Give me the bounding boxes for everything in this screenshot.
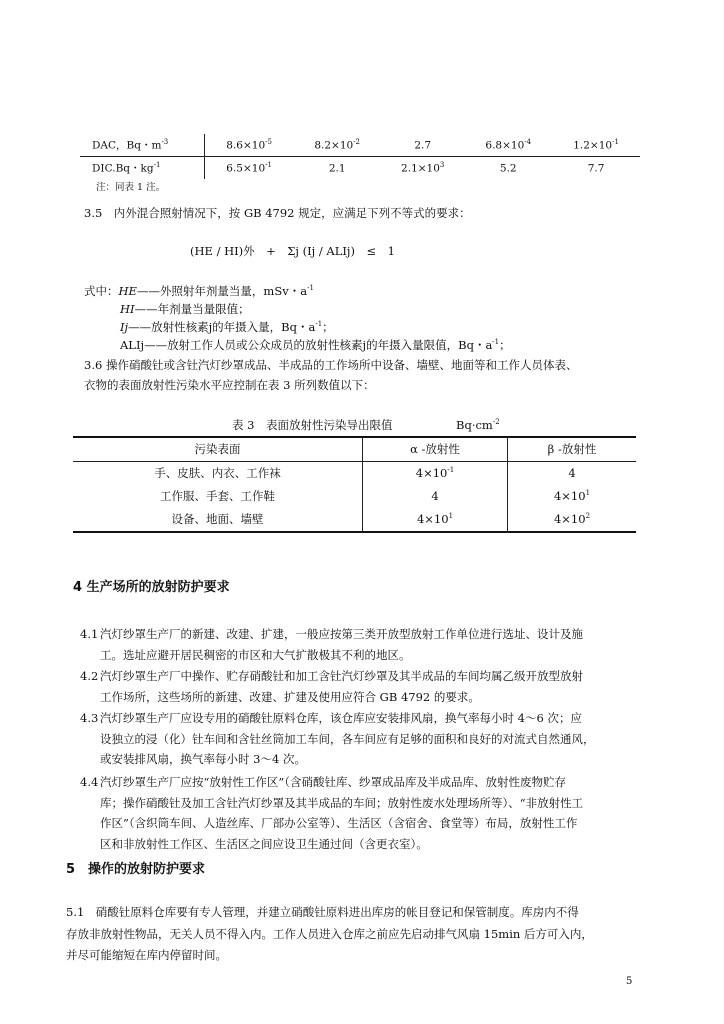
clause-5-1 <box>66 902 646 967</box>
page-number: 5 <box>626 976 633 987</box>
table-3-caption: 表 3 表面放射性污染导出限值 <box>232 418 393 432</box>
table-cell: 手、皮肤、内衣、工作袜 <box>154 466 281 481</box>
clause-line: 存放非放射性物品，无关人员不得入内。工作人员进入仓库之前应先启动排气风扇 15min 后方可入内， <box>66 926 593 941</box>
section-4-heading: 4 生产场所的放射防护要求 <box>73 580 230 595</box>
table-cell: DAC，Bq・$m^{-3}$ <box>80 134 205 157</box>
table-cell: 4 <box>363 485 508 508</box>
table-header-cell: 污染表面 <box>73 437 363 462</box>
clause-line: 设独立的浸（化）钍车间和含钍丝筒加工车间，各车间应有足够的面积和良好的对流式自然通风， <box>100 731 595 746</box>
table-cell: $8.6\times 10^{-5}$ <box>205 134 294 157</box>
table-cell: $4\times 10^{-1}$ <box>363 462 508 486</box>
table-3 <box>73 436 636 533</box>
table-cell: $6.5\times 10^{-1}$ <box>226 160 272 175</box>
clause-number: 4.2 <box>80 669 99 683</box>
clause-line: 汽灯纱罩生产厂的新建、改建、扩建，一般应按第三类开放型放射工作单位进行选址、设计及施 <box>100 627 583 641</box>
table-cell: $1.2\times 10^{-1}$ <box>552 134 640 157</box>
clause-3-5: 3.5 内外混合照射情况下，按 GB 4792 规定，应满足下列不等式的要求： <box>84 206 471 220</box>
table-cell: $4\times 10^1$ <box>363 508 508 532</box>
table-1 <box>80 134 640 179</box>
table-cell: $4\times 10^2$ <box>553 512 591 527</box>
definition-1: 式中：HE——外照射年剂量当量，mSv・$a^{-1}$ <box>84 284 314 298</box>
clause-line: 区和非放射性工作区、生活区之间应设卫生通过间（含更衣室）。 <box>100 836 428 851</box>
table-row <box>80 157 640 180</box>
table-header-row <box>73 437 636 462</box>
table-cell: 2.1 <box>328 162 346 175</box>
definition-2: HI——年剂量当量限值； <box>120 302 250 316</box>
clause-number: 4.3 <box>80 711 99 725</box>
table-row <box>73 485 636 508</box>
table-cell: 4 <box>568 466 576 481</box>
clause-line: 汽灯纱罩生产厂应设专用的硝酸钍原料仓库，该仓库应安装排风扇，换气率每小时 4～6 次；应 <box>100 711 582 725</box>
formula: (HE / HI)外 + Σj (Ij / ALIj) ≤ 1 <box>190 244 395 258</box>
section-5-heading: 5 操作的放射防护要求 <box>66 862 206 877</box>
clause-number: 4.1 <box>80 627 99 641</box>
table-cell: $2.1\times 10^3$ <box>401 160 445 175</box>
table-cell: 7.7 <box>587 162 605 175</box>
table-cell: 5.2 <box>499 162 517 175</box>
table-note: 注：同表 1 注。 <box>96 182 166 193</box>
table-row <box>73 462 636 486</box>
table-3-unit: $Bq\cdot cm^{-2}$ <box>456 418 500 432</box>
clause-4-3 <box>80 708 640 770</box>
table-row <box>80 134 640 157</box>
clause-4-4 <box>80 772 640 854</box>
table-cell: 设备、地面、墙壁 <box>171 512 264 527</box>
clause-3-6-line-1: 3.6 操作硝酸钍或含钍汽灯纱罩成品、半成品的工作场所中设备、墙壁、地面等和工作人员体表、 <box>84 358 578 372</box>
table-cell: $8.2\times 10^{-2}$ <box>293 134 381 157</box>
clause-line: 并尽可能缩短在库内停留时间。 <box>66 948 227 962</box>
clause-line: 或安装排风扇，换气率每小时 3～4 次。 <box>100 752 306 766</box>
clause-line: 汽灯纱罩生产厂中操作、贮存硝酸钍和加工含钍汽灯纱罩及其半成品的车间均属乙级开放型放射 <box>100 669 583 683</box>
table-row <box>73 508 636 532</box>
clause-line: 库；操作硝酸钍及加工含钍汽灯纱罩及其半成品的车间；放射性废水处理场所等）、“非放射性工 <box>100 795 584 810</box>
clause-line: 作区”（含织筒车间、人造丝库、厂部办公室等）、生活区（含宿舍、食堂等）布局，放射性工作 <box>100 816 578 830</box>
table-cell: 工作服、手套、工作鞋 <box>160 489 275 504</box>
clause-line: 工。选址应避开居民稠密的市区和大气扩散极其不利的地区。 <box>100 647 411 662</box>
table-cell: $4\times 10^1$ <box>553 489 591 504</box>
definition-4: ALIj——放射工作人员或公众成员的放射性核素j的年摄入量限值，Bq・$a^{-1}$； <box>120 338 511 352</box>
table-header-cell: β -放射性 <box>508 437 637 462</box>
clause-3-6-line-2: 衣物的表面放射性污染水平应控制在表 3 所列数值以下： <box>84 378 375 392</box>
table-header-cell: α -放射性 <box>363 437 508 462</box>
table-cell: $6.8\times 10^{-4}$ <box>464 134 552 157</box>
definition-3: Ij——放射性核素j的年摄入量，Bq・$a^{-1}$； <box>120 320 334 334</box>
clause-4-1 <box>80 624 640 665</box>
clause-line: 汽灯纱罩生产厂应按“放射性工作区”（含硝酸钍库、纱罩成品库及半成品库、放射性废物贮存 <box>100 775 567 789</box>
table-cell: 2.7 <box>381 134 464 157</box>
clause-4-2 <box>80 666 640 707</box>
clause-number: 4.4 <box>80 775 99 789</box>
table-cell: DIC.Bq・$kg^{-1}$ <box>80 157 205 180</box>
clause-line: 5.1 硝酸钍原料仓库要有专人管理，并建立硝酸钍原料进出库房的帐目登记和保管制度。库房内不得 <box>66 905 579 919</box>
clause-line: 工作场所，这些场所的新建、改建、扩建及使用应符合 GB 4792 的要求。 <box>100 689 480 704</box>
